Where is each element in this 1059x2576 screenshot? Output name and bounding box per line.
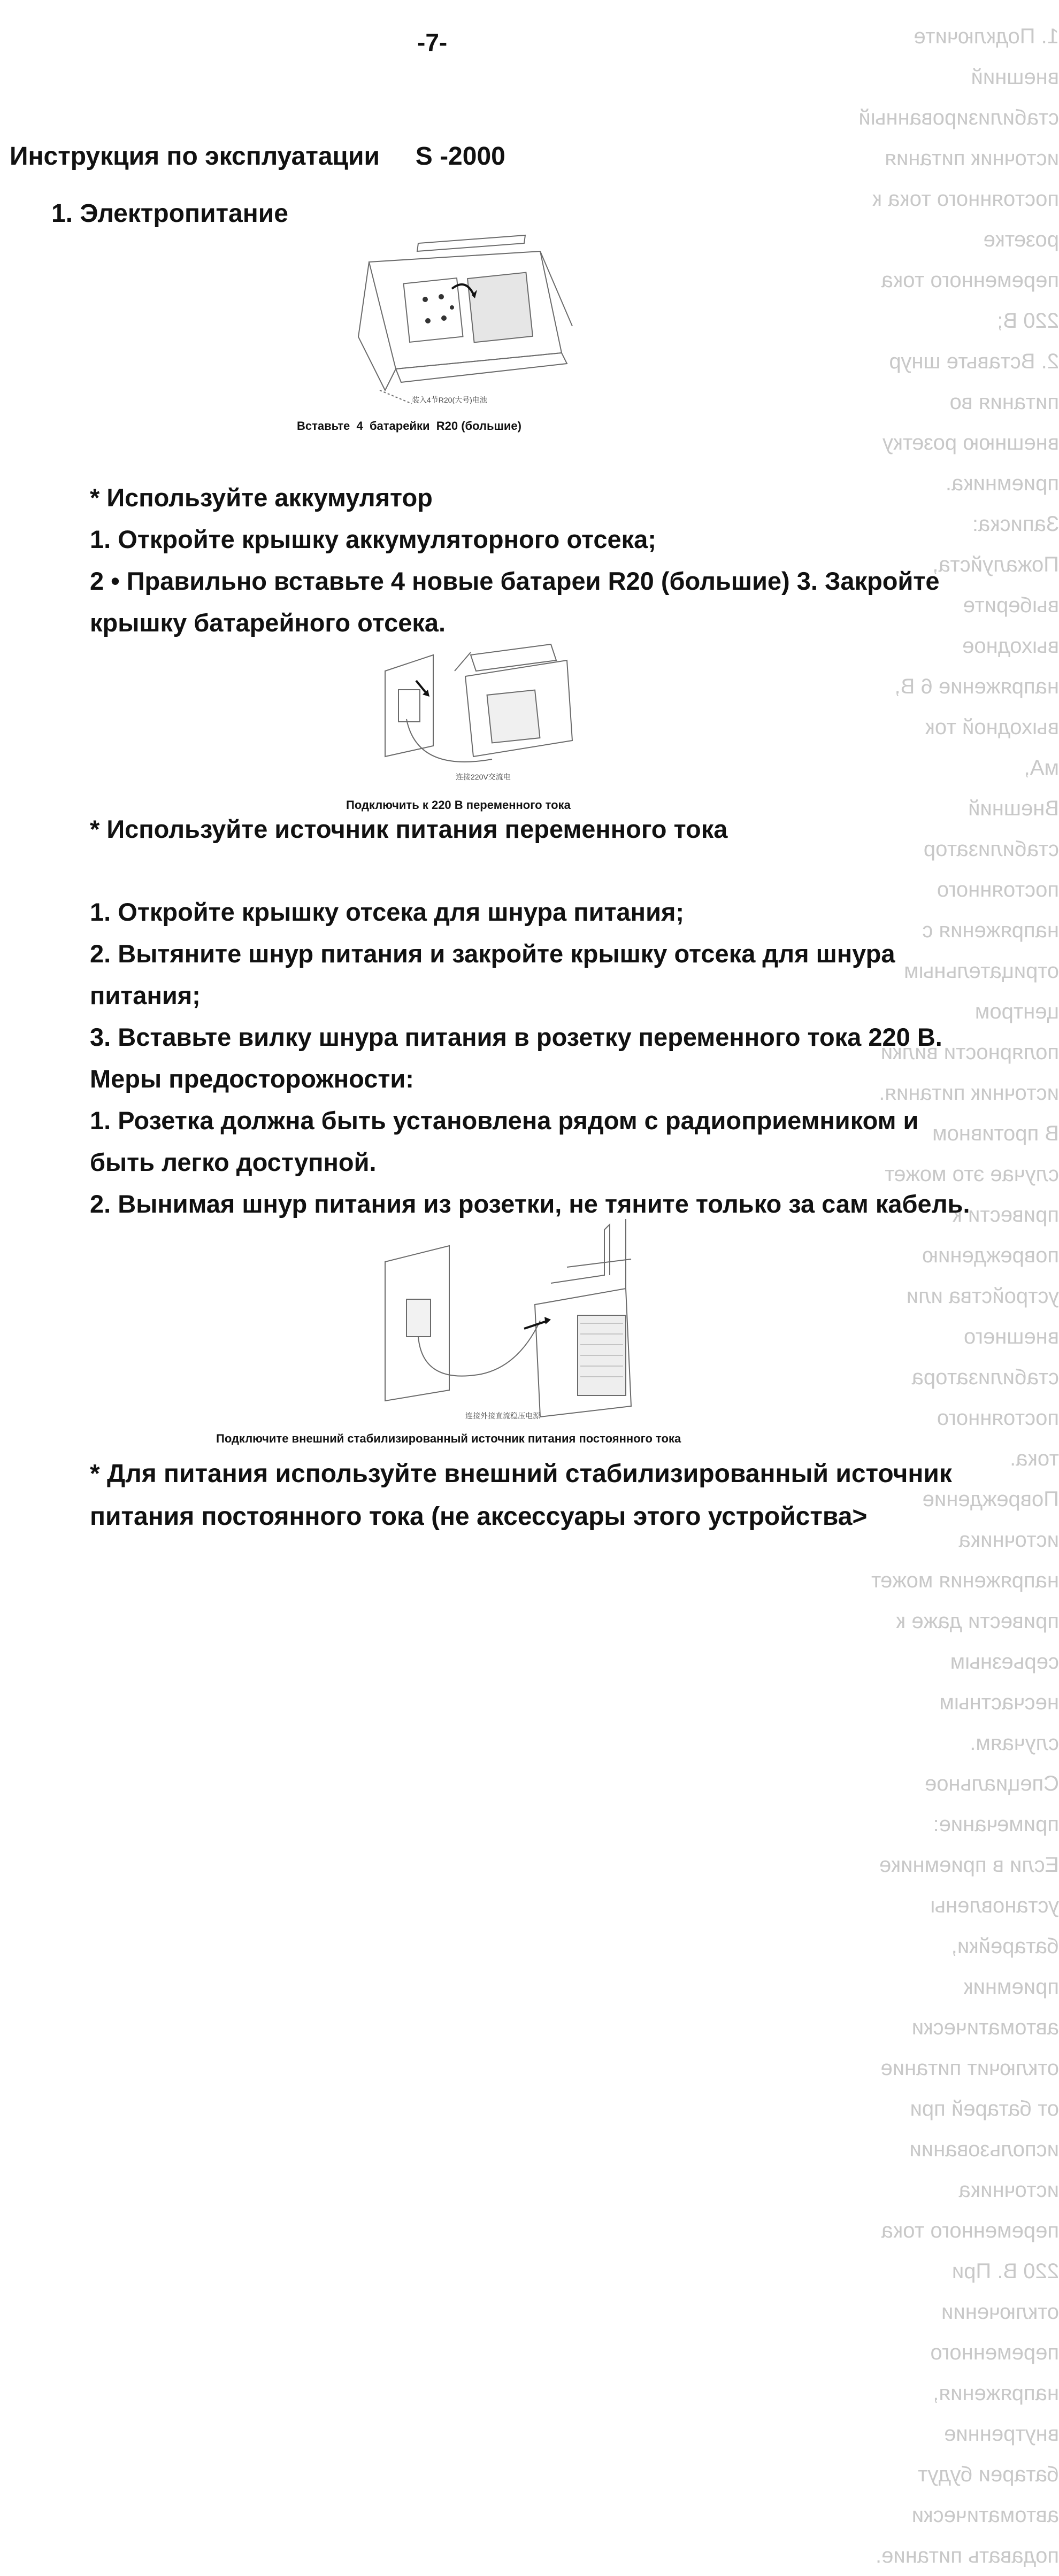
- bleed-through-text: 1. Подключите внешний стабилизированный источник питания постоянного тока к розетке переменного тока 220 В; 2. Вставьте шнур питания во внешнюю розетку приемника. Записка: Пожалуйста, выберите выходное напряжение 6 В, выходной ток мА, Внешний стабилизатор постоянного напряжения с отрицательным центром полярности вилки источник питания. В противном случае это может привести к повреждению устройства или внешнего стабилизатора постоянного тока. Повреждение источника напряжения может привести даже к серьезным несчастным случаям. Специальное примечание: Если в приемнике установлены батарейки, приемник автоматически отключит питание от батарей при использовании источника переменного тока 220 В. При отключении переменного напряжения, внутренние батареи будут автоматически подавать питание.: [858, 25, 1059, 2567]
- figure-caption: Подключить к 220 В переменного тока: [346, 798, 571, 812]
- figure-caption: Вставьте 4 батарейки R20 (большие): [297, 419, 521, 433]
- text-line: 2. Вытяните шнур питания и закройте крышку отсека для шнура: [90, 939, 895, 968]
- text-line: 1. Откройте крышку отсека для шнура питания;: [90, 898, 685, 926]
- text-line: крышку батарейного отсека.: [90, 608, 446, 637]
- text-line: * Для питания используйте внешний стабилизированный источник: [90, 1460, 952, 1488]
- text-line: * Используйте аккумулятор: [90, 483, 433, 512]
- text-line: питания;: [90, 981, 201, 1009]
- text-line: Меры предосторожности:: [90, 1065, 414, 1093]
- radio-ac-cord-illustration: [374, 639, 588, 789]
- text-line: быть легко доступной.: [90, 1148, 377, 1176]
- radio-battery-compartment-illustration: [337, 230, 583, 406]
- battery-instructions: [90, 477, 940, 644]
- text-line: 3. Вставьте вилку шнура питания в розетку переменного тока 220 В.: [90, 1023, 942, 1051]
- ac-instructions: [90, 891, 970, 1225]
- text-line: 1. Розетка должна быть установлена рядом с радиоприемником и: [90, 1106, 919, 1135]
- section-heading: 1. Электропитание: [51, 199, 288, 228]
- ac-section-heading: * Используйте источник питания переменного тока: [90, 815, 728, 843]
- document-title: Инструкция по эксплуатации S -2000: [10, 142, 505, 171]
- text-line: питания постоянного тока (не аксессуары этого устройства>: [90, 1502, 868, 1531]
- figure-inner-label: 连接外接直流稳压电源: [465, 1412, 540, 1420]
- radio-dc-adapter-illustration: [374, 1214, 642, 1422]
- text-line: 2 • Правильно вставьте 4 новые батареи R20 (большие) 3. Закройте: [90, 567, 940, 595]
- figure-inner-label: 装入4节R20(大号)电池: [412, 396, 487, 404]
- figure-caption: Подключите внешний стабилизированный источник питания постоянного тока: [216, 1432, 681, 1445]
- text-line: 1. Откройте крышку аккумуляторного отсека;: [90, 525, 656, 553]
- figure-inner-label: 连接220V交流电: [456, 773, 511, 781]
- text-line: 2. Вынимая шнур питания из розетки, не тяните только за сам кабель.: [90, 1190, 970, 1218]
- dc-instructions: [90, 1453, 952, 1538]
- page-number: -7-: [417, 28, 448, 56]
